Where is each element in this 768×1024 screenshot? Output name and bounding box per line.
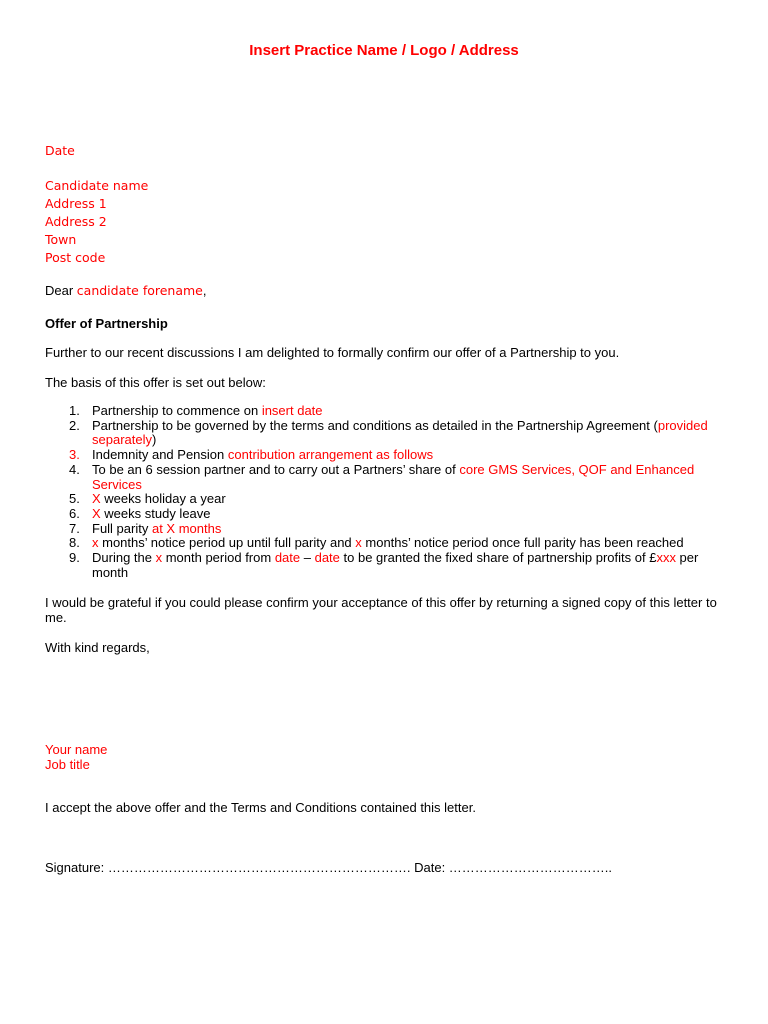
letter-subject: Offer of Partnership — [45, 316, 168, 331]
list-item: 8. x months’ notice period up until full parity and x months’ notice period once full parity has been reached — [69, 535, 684, 551]
closing-paragraph: I would be grateful if you could please confirm your acceptance of this offer by returning a signed copy of this letter to me. — [45, 595, 717, 625]
list-item: 1. Partnership to commence on insert date — [69, 403, 323, 418]
date-label: Date: — [414, 860, 449, 875]
list-item: 2. Partnership to be governed by the terms and conditions as detailed in the Partnership Agreement (provided separately) — [69, 417, 708, 448]
signature-dots: ……………………………………………………………. — [107, 860, 415, 875]
salutation: Dear candidate forename, — [45, 283, 207, 298]
address-line-2: Address 2 — [45, 214, 107, 229]
signoff-block — [45, 742, 107, 772]
basis-paragraph: The basis of this offer is set out below: — [45, 375, 266, 390]
town: Town — [45, 232, 77, 247]
candidate-name: Candidate name — [45, 178, 149, 193]
letter-date: Date — [45, 143, 75, 158]
practice-header: Insert Practice Name / Logo / Address — [249, 42, 519, 59]
signature-line — [45, 860, 735, 875]
list-item: 7. Full parity at X months — [69, 520, 222, 536]
regards-line: With kind regards, — [45, 640, 150, 655]
intro-paragraph: Further to our recent discussions I am delighted to formally confirm our offer of a Partnership to you. — [45, 345, 620, 360]
candidate-forename: candidate forename — [76, 283, 203, 298]
list-item: 5. X weeks holiday a year — [69, 491, 226, 507]
date-dots: ……………………………….. — [448, 860, 613, 875]
post-code: Post code — [45, 250, 106, 265]
list-item: 6. X weeks study leave — [69, 505, 211, 521]
address-line-1: Address 1 — [45, 196, 107, 211]
list-item: 4. To be an 6 session partner and to carry out a Partners’ share of core GMS Services, QOF and Enhanced Services — [69, 461, 695, 492]
acceptance-paragraph: I accept the above offer and the Terms and Conditions contained this letter. — [45, 800, 476, 815]
sender-job-title: Job title — [45, 757, 90, 772]
list-item: 9. During the x month period from date – date to be granted the fixed share of partnership profits of £xxx per month — [69, 550, 699, 580]
recipient-block — [45, 142, 148, 267]
terms-list — [45, 404, 735, 580]
signature-label: Signature: — [45, 860, 108, 875]
list-item: 3. Indemnity and Pension contribution arrangement as follows — [69, 447, 434, 463]
sender-name: Your name — [45, 742, 108, 757]
